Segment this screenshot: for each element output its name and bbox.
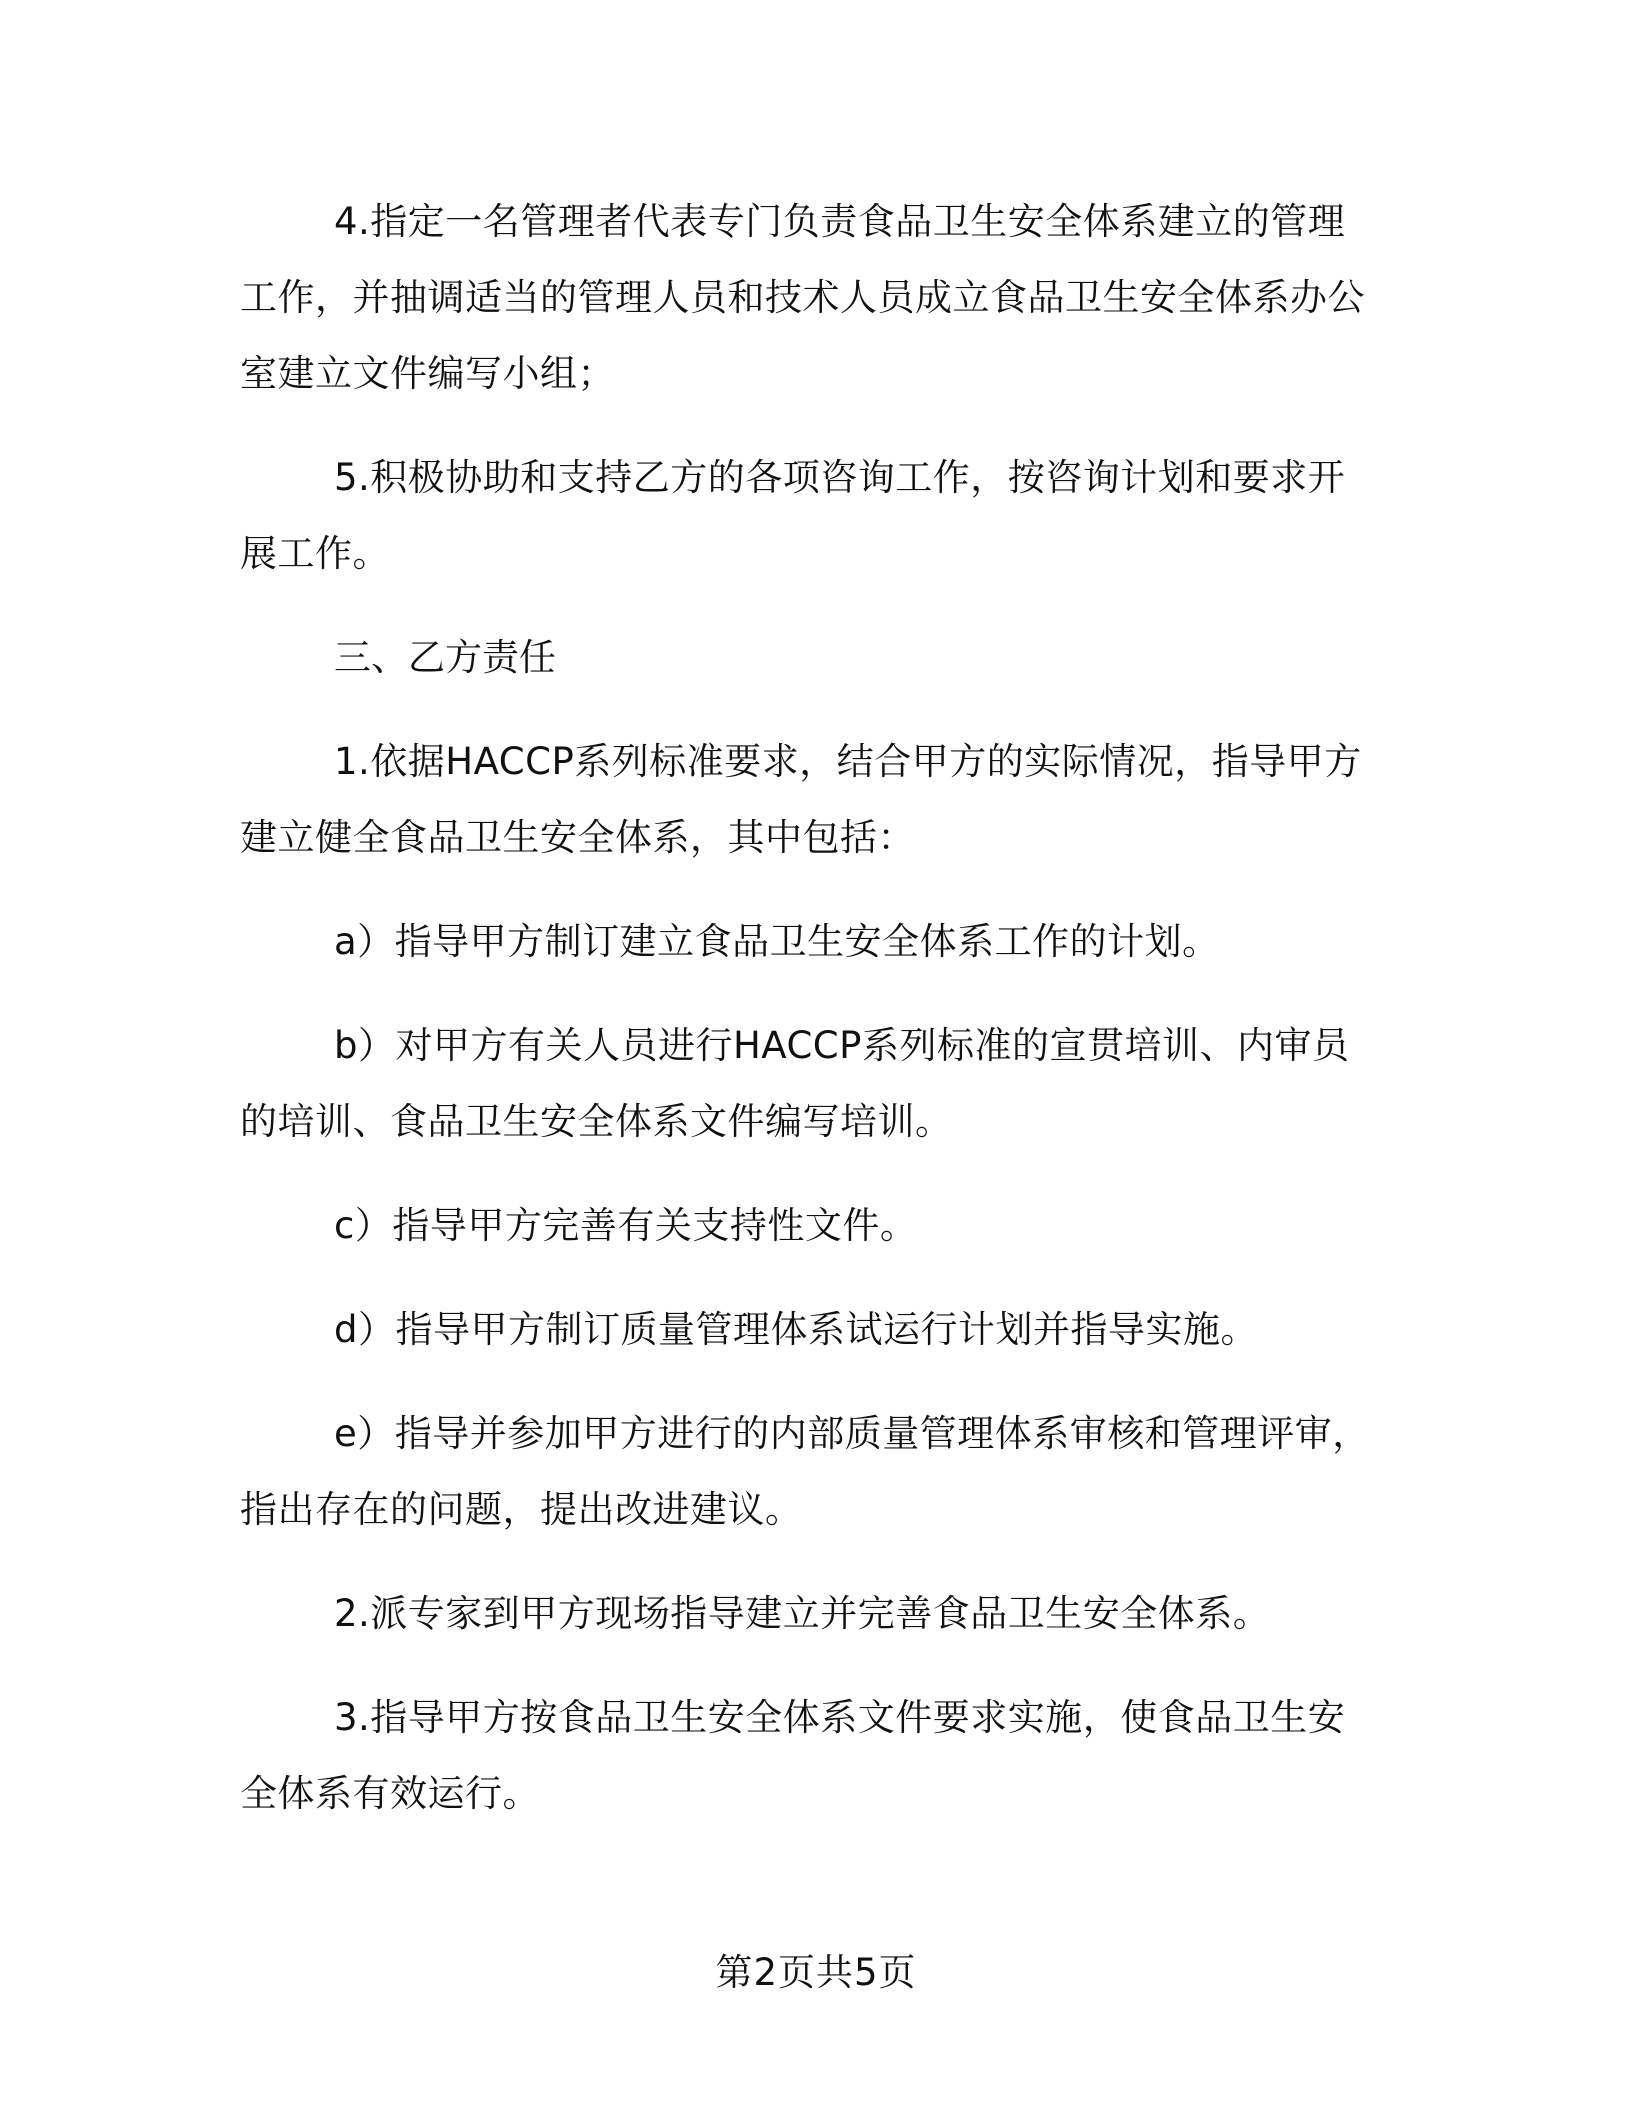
page-number-footer: 第2页共5页 [715, 1951, 917, 1994]
paragraph-subitem-a: a）指导甲方制订建立食品卫生安全体系工作的计划。 [334, 920, 1220, 963]
paragraph-subitem-e: e）指导并参加甲方进行的内部质量管理体系审核和管理评审，指出存在的问题，提出改进建议。 [240, 1412, 1370, 1531]
paragraph-subitem-c: c）指导甲方完善有关支持性文件。 [334, 1204, 918, 1247]
paragraph-item-3: 3.指导甲方按食品卫生安全体系文件要求实施，使食品卫生安全体系有效运行。 [240, 1696, 1346, 1815]
paragraph-subitem-b: b）对甲方有关人员进行HACCP系列标准的宣贯培训、内审员的培训、食品卫生安全体系文件编写培训。 [240, 1024, 1350, 1143]
paragraph-item-5: 5.积极协助和支持乙方的各项咨询工作，按咨询计划和要求开展工作。 [240, 456, 1346, 575]
paragraph-item-2: 2.派专家到甲方现场指导建立并完善食品卫生安全体系。 [334, 1592, 1271, 1635]
section-heading-party-b-responsibility: 三、乙方责任 [334, 636, 556, 679]
paragraph-subitem-d: d）指导甲方制订质量管理体系试运行计划并指导实施。 [334, 1308, 1258, 1351]
paragraph-item-4: 4.指定一名管理者代表专门负责食品卫生安全体系建立的管理工作，并抽调适当的管理人员和技术人员成立食品卫生安全体系办公室建立文件编写小组； [240, 200, 1365, 395]
document-body [240, 184, 1370, 1860]
paragraph-item-1: 1.依据HACCP系列标准要求，结合甲方的实际情况，指导甲方建立健全食品卫生安全体系，其中包括： [240, 740, 1362, 859]
